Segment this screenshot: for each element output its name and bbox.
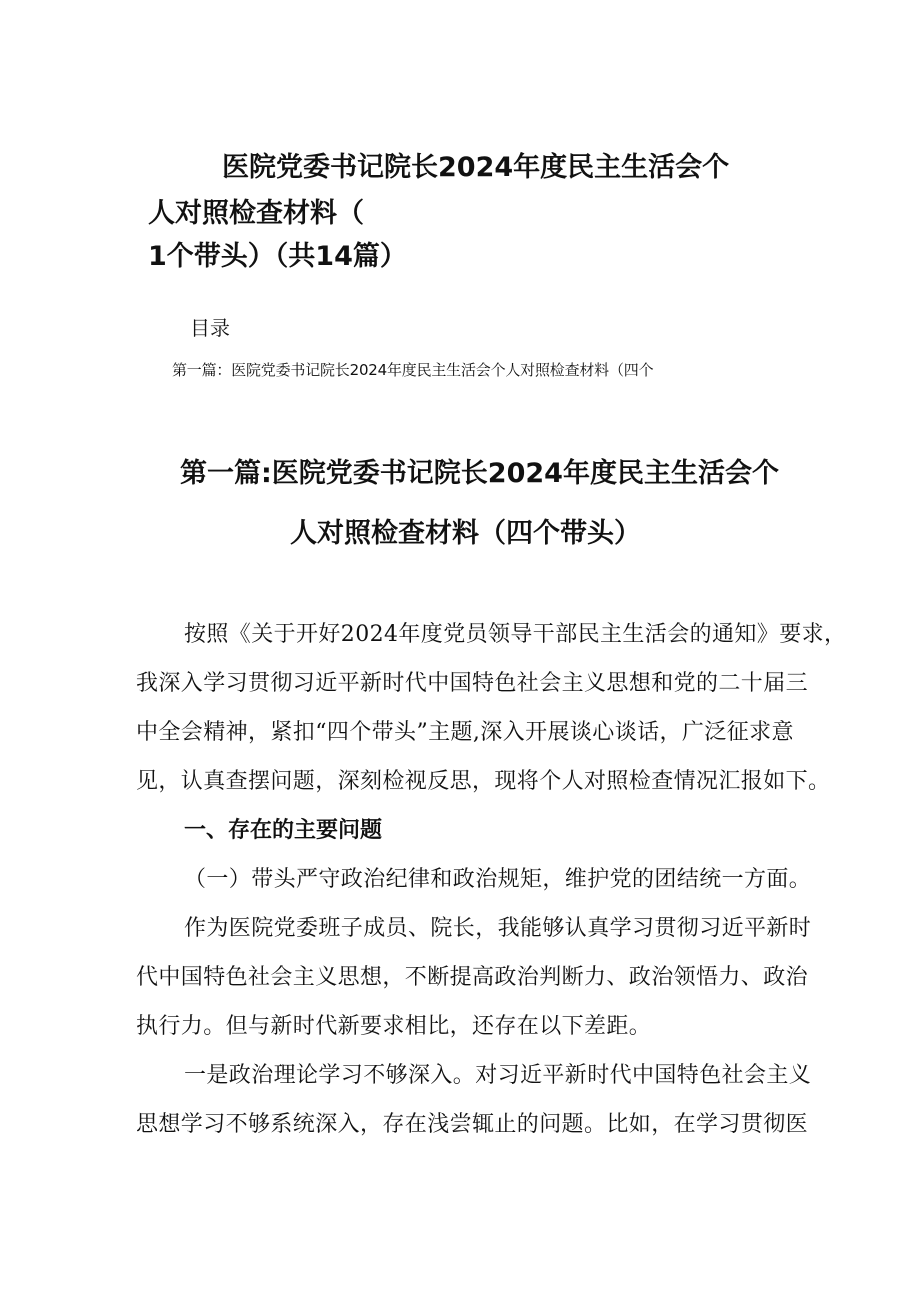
chapter-title-line-2: 人对照检查材料（四个带头） [290,518,641,549]
document-title-line-3: 1个带头）（共14篇） [148,241,407,272]
subsection-heading: （一）带头严守政治纪律和政治规矩，维护党的团结统一方面。 [184,867,812,892]
document-title-line-1: 医院党委书记院长2024年度民主生活会个 [222,152,730,183]
chapter-title-line-1: 第一篇:医院党委书记院长2024年度民主生活会个 [180,458,779,489]
intro-line-1: 按照《关于开好2024年度党员领导干部民主生活会的通知》要求， [184,622,847,647]
intro-line-3: 中全会精神，紧扣“四个带头”主题,深入开展谈心谈话，广泛征求意 [136,720,794,745]
para1-line-1: 作为医院党委班子成员、院长，我能够认真学习贯彻习近平新时 [184,916,812,941]
section-heading: 一、存在的主要问题 [184,818,383,843]
intro-line-4: 见，认真查摆问题，深刻检视反思，现将个人对照检查情况汇报如下。 [136,769,831,794]
intro-line-2: 我深入学习贯彻习近平新时代中国特色社会主义思想和党的二十届三 [136,671,809,696]
toc-heading: 目录 [190,316,230,340]
document-title-line-2: 人对照检查材料（ [148,198,364,229]
para1-line-3: 执行力。但与新时代新要求相比，还存在以下差距。 [136,1014,652,1039]
para1-line-2: 代中国特色社会主义思想，不断提高政治判断力、政治领悟力、政治 [136,965,809,990]
toc-entry-1[interactable]: 第一篇：医院党委书记院长2024年度民主生活会个人对照检查材料（四个 [172,361,654,379]
para2-line-1: 一是政治理论学习不够深入。对习近平新时代中国特色社会主义 [184,1063,812,1088]
para2-line-2: 思想学习不够系统深入，存在浅尝辄止的问题。比如，在学习贯彻医 [136,1112,809,1137]
